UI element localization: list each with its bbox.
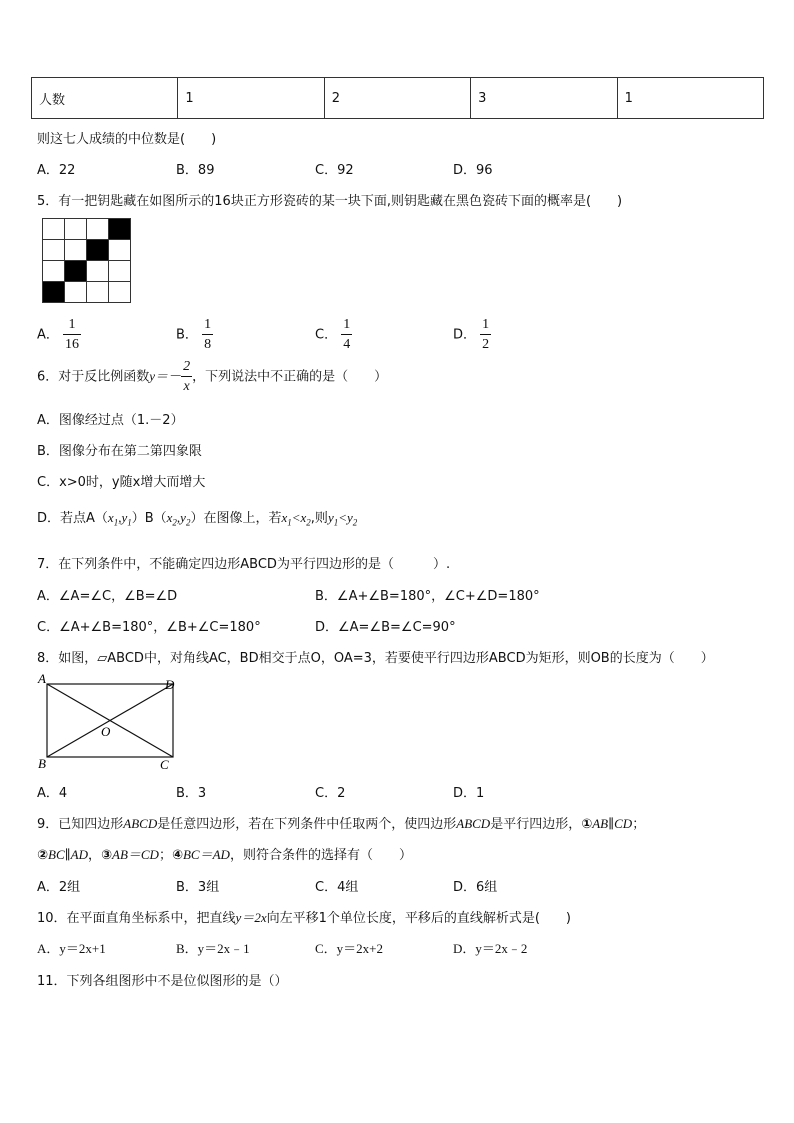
fraction [341,318,352,352]
condition-1: AB∥CD [592,816,633,831]
table-cell: 1 [178,78,324,119]
q6-option-a: A．图像经过点（1.－2） [37,413,184,428]
fraction-denominator: 4 [343,337,351,352]
q8-stem: 8．如图，▱ABCD中，对角线AC，BD相交于点O，OA=3，若要使平行四边形ABCD为矩形，则OB的长度为（ ） [37,651,714,666]
tile [87,261,109,282]
vertex-label-d: D [165,677,175,692]
tile [43,261,65,282]
q4-option-b: B．89 [176,163,215,178]
q4-option-c: C．92 [315,163,354,178]
condition-2: BC∥AD [48,847,88,862]
q11-stem: 11．下列各组图形中不是位似图形的是（） [37,974,288,989]
vertex-label-a: A [38,673,46,686]
table-cell: 3 [471,78,617,119]
tile [43,219,65,240]
tile [109,261,131,282]
q8-option-b: B．3 [176,786,207,801]
black-tile [65,261,87,282]
q7-option-b: B．∠A+∠B=180°，∠C+∠D=180° [315,589,540,604]
q10-stem: 10．在平面直角坐标系中，把直线y＝2x向左平移1个单位长度，平移后的直线解析式是( ) [37,910,572,926]
fraction-denominator: 16 [65,337,80,352]
tile [43,240,65,261]
q9-option-a: A．2组 [37,880,81,895]
q5-option-b [176,318,213,352]
fraction-numerator: 1 [202,318,213,335]
q7-option-c: C．∠A+∠B=180°，∠B+∠C=180° [37,620,261,635]
condition-4-icon: ④ [171,848,183,863]
score-table [31,77,764,119]
line-expression: y＝2x [235,910,267,925]
black-tile [43,282,65,303]
q4-stem: 则这七人成绩的中位数是( ) [37,132,217,147]
q10-option-a: A．y＝2x+1 [37,941,106,956]
condition-1-icon: ① [581,817,593,832]
option-label: D． [453,327,477,343]
q6-stem: 6．对于反比例函数y＝－ $\frac{2}{x}$ ，下列说法中不正确的是（ ） [37,359,388,394]
condition-3-icon: ③ [100,848,112,863]
q6-option-b: B．图像分布在第二第四象限 [37,444,202,459]
q5-option-d [453,318,491,352]
q9-option-d: D．6组 [453,880,498,895]
q7-option-d: D．∠A=∠B=∠C=90° [315,620,456,635]
q8-option-c: C．2 [315,786,346,801]
tile [65,240,87,261]
table-header-cell: 人数 [32,78,178,119]
fraction [480,318,491,352]
option-label: C． [315,327,338,343]
function-lhs: y＝－ [149,368,182,384]
condition-2-icon: ② [37,848,49,863]
tile [87,219,109,240]
q7-option-a: A．∠A=∠C，∠B=∠D [37,589,178,604]
tile [65,282,87,303]
q10-option-d: D．y＝2x﹣2 [453,941,528,956]
q5-option-a [37,318,81,352]
table-cell: 1 [617,78,763,119]
q4-option-d: D．96 [453,163,493,178]
q10-option-b: B．y＝2x﹣1 [176,941,250,956]
q9-option-c: C．4组 [315,880,359,895]
math-point-2: $x_2,y_2$ [166,510,191,528]
fraction-denominator: 8 [204,337,212,352]
option-label: A． [37,327,59,343]
vertex-label-b: B [38,756,46,771]
black-tile [109,219,131,240]
rectangle-diagonals-figure [36,673,186,773]
math-point-1: $x_1,y_1$ [107,510,132,528]
q8-option-a: A．4 [37,786,68,801]
black-tile [87,240,109,261]
q6-option-c: C．x>0时，y随x增大而增大 [37,475,206,490]
option-label: B． [176,327,198,343]
fraction [63,318,81,352]
q6-option-d: D．若点$A(x_1,y_1)B(x_2,y_2)$在图像上，若$x_1<x_2$,则$y_1<y_2$ [37,510,358,528]
q10-option-c: C．y＝2x+2 [315,941,384,956]
q9-stem-line2: ②BC∥AD，③AB＝CD；④BC＝AD，则符合条件的选择有（ ） [37,847,412,863]
condition-3: AB＝CD [112,847,159,862]
center-label-o: O [101,724,111,739]
fraction [202,318,213,352]
fraction-numerator: 1 [480,318,491,335]
q9-option-b: B．3组 [176,880,220,895]
tile [87,282,109,303]
fraction-numerator: 1 [341,318,352,335]
q5-option-c [315,318,352,352]
q5-stem: 5．有一把钥匙藏在如图所示的16块正方形瓷砖的某一块下面,则钥匙藏在黑色瓷砖下面的概率是( ) [37,194,623,209]
math-condition-y: $y_1<y_2$ [327,510,358,528]
q8-option-d: D．1 [453,786,485,801]
tile [109,282,131,303]
tile-grid-figure [42,218,131,303]
vertex-label-c: C [160,757,169,772]
fraction: $\frac{2}{x}$ [183,359,191,394]
condition-4: BC＝AD [182,847,230,862]
table-row [32,78,764,119]
tile [109,240,131,261]
q7-stem: 7．在下列条件中，不能确定四边形ABCD为平行四边形的是（ ）. [37,557,451,572]
fraction-denominator: 2 [482,337,490,352]
q4-option-a: A．22 [37,163,76,178]
fraction-numerator: 1 [63,318,81,335]
tile [65,219,87,240]
q9-stem-line1: 9．已知四边形ABCD是任意四边形，若在下列条件中任取两个，使四边形ABCD是平行四边形，①AB∥CD； [37,816,646,832]
table-cell: 2 [324,78,470,119]
math-condition-x: $x_1<x_2$ [281,510,311,528]
